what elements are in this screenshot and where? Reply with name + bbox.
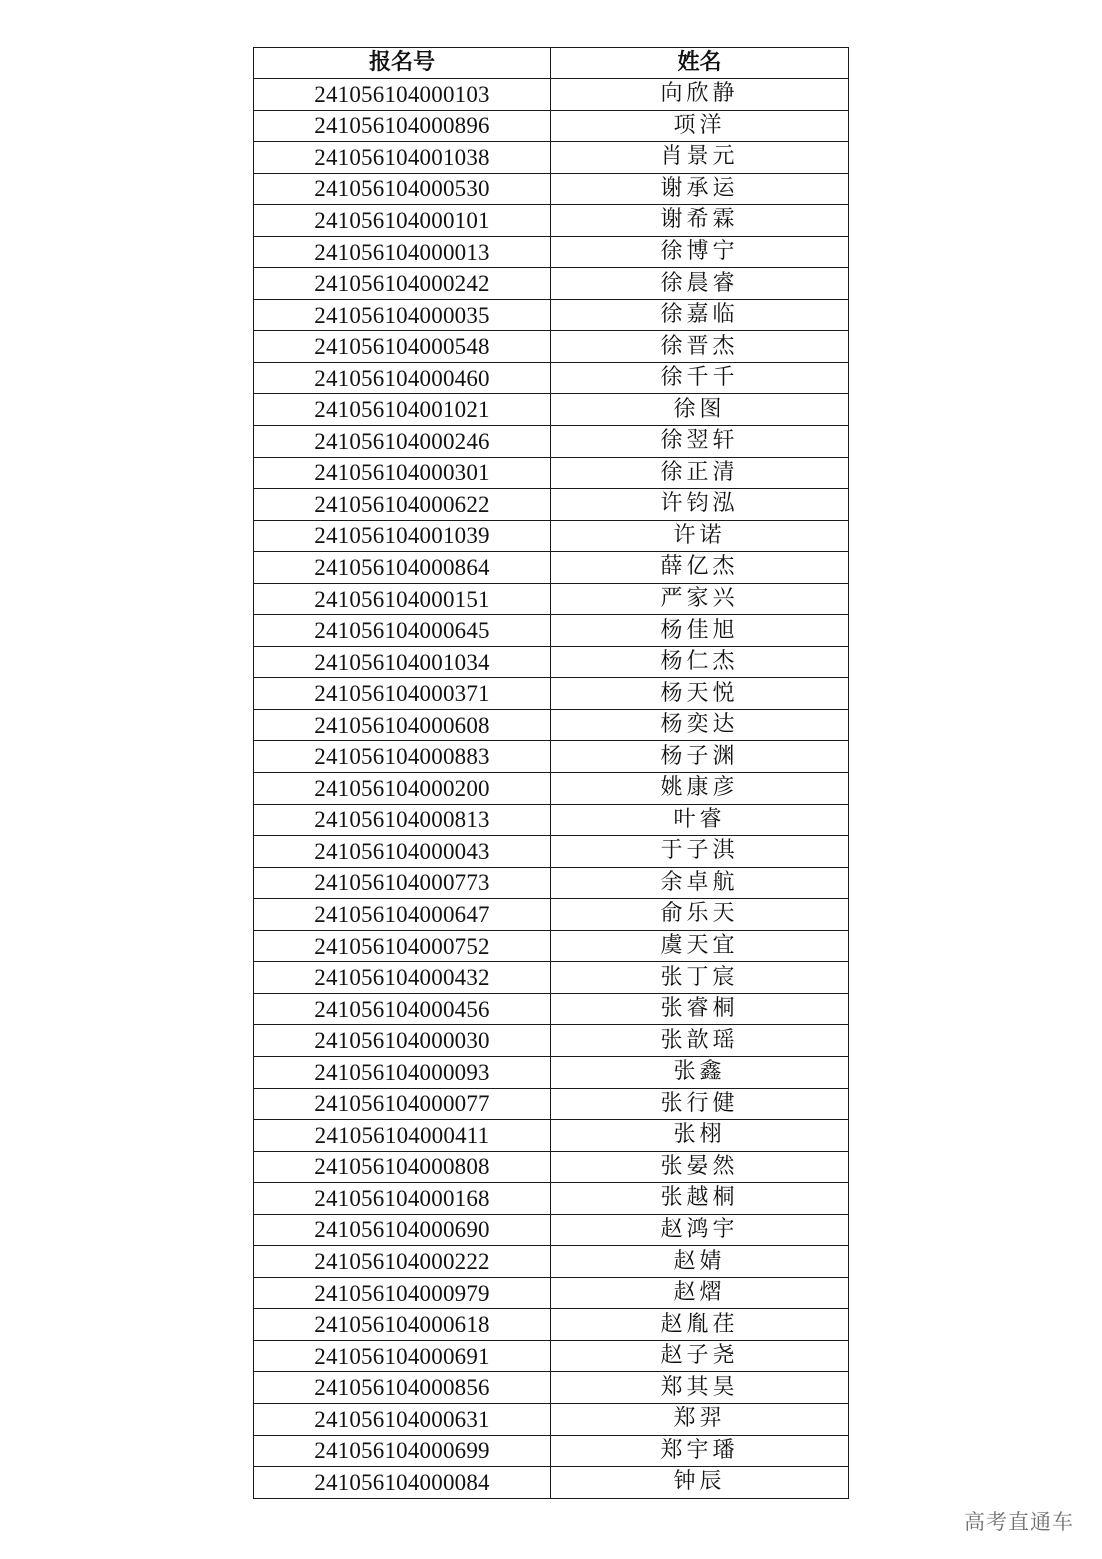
reg-no-cell: 241056104000411: [254, 1120, 551, 1152]
table-row: [254, 930, 849, 962]
table-row: [254, 552, 849, 584]
reg-no-cell: 241056104000030: [254, 1025, 551, 1057]
table-row: [254, 741, 849, 773]
name-cell: 徐晨睿: [551, 268, 849, 300]
reg-no-cell: 241056104000200: [254, 773, 551, 805]
name-cell: 徐千千: [551, 362, 849, 394]
name-cell: 谢希霖: [551, 205, 849, 237]
reg-no-cell: 241056104000103: [254, 79, 551, 111]
name-cell: 徐正清: [551, 457, 849, 489]
table-row: [254, 205, 849, 237]
reg-no-cell: 241056104000645: [254, 615, 551, 647]
reg-no-cell: 241056104000246: [254, 426, 551, 458]
reg-no-cell: 241056104000432: [254, 962, 551, 994]
reg-no-cell: 241056104000896: [254, 110, 551, 142]
table-row: [254, 1025, 849, 1057]
reg-no-cell: 241056104000883: [254, 741, 551, 773]
reg-no-cell: 241056104000864: [254, 552, 551, 584]
name-cell: 杨天悦: [551, 678, 849, 710]
reg-no-cell: 241056104000101: [254, 205, 551, 237]
table-row: [254, 1088, 849, 1120]
name-cell: 于子淇: [551, 836, 849, 868]
name-cell: 杨佳旭: [551, 615, 849, 647]
reg-no-cell: 241056104000093: [254, 1056, 551, 1088]
table-row: [254, 867, 849, 899]
column-header-reg-no: 报名号: [254, 48, 551, 79]
reg-no-cell: 241056104001038: [254, 142, 551, 174]
name-cell: 杨仁杰: [551, 646, 849, 678]
name-cell: 徐博宁: [551, 236, 849, 268]
reg-no-cell: 241056104001034: [254, 646, 551, 678]
table-row: [254, 1183, 849, 1215]
name-cell: 严家兴: [551, 583, 849, 615]
table-row: [254, 899, 849, 931]
name-cell: 叶睿: [551, 804, 849, 836]
name-cell: 薛亿杰: [551, 552, 849, 584]
table-row: [254, 268, 849, 300]
reg-no-cell: 241056104000043: [254, 836, 551, 868]
table-row: [254, 1246, 849, 1278]
column-header-name: 姓名: [551, 48, 849, 79]
table-row: [254, 1309, 849, 1341]
table-row: [254, 836, 849, 868]
name-cell: 徐嘉临: [551, 299, 849, 331]
name-cell: 徐图: [551, 394, 849, 426]
reg-no-cell: 241056104000168: [254, 1183, 551, 1215]
table-row: [254, 1120, 849, 1152]
reg-no-cell: 241056104000035: [254, 299, 551, 331]
name-cell: 向欣静: [551, 79, 849, 111]
reg-no-cell: 241056104000077: [254, 1088, 551, 1120]
name-cell: 张晏然: [551, 1151, 849, 1183]
reg-no-cell: 241056104000151: [254, 583, 551, 615]
name-cell: 谢承运: [551, 173, 849, 205]
name-cell: 赵熠: [551, 1277, 849, 1309]
name-cell: 杨奕达: [551, 709, 849, 741]
table-row: [254, 1435, 849, 1467]
name-cell: 张行健: [551, 1088, 849, 1120]
name-cell: 杨子渊: [551, 741, 849, 773]
table-row: [254, 173, 849, 205]
table-row: [254, 457, 849, 489]
name-cell: 许诺: [551, 520, 849, 552]
table-row: [254, 142, 849, 174]
reg-no-cell: 241056104000530: [254, 173, 551, 205]
table-row: [254, 489, 849, 521]
table-row: [254, 1056, 849, 1088]
table-row: [254, 678, 849, 710]
name-cell: 项洋: [551, 110, 849, 142]
name-cell: 徐晋杰: [551, 331, 849, 363]
name-cell: 张越桐: [551, 1183, 849, 1215]
name-cell: 郑其昊: [551, 1372, 849, 1404]
name-cell: 赵鸿宇: [551, 1214, 849, 1246]
table-row: [254, 79, 849, 111]
table-row: [254, 394, 849, 426]
reg-no-cell: 241056104000691: [254, 1340, 551, 1372]
reg-no-cell: 241056104000808: [254, 1151, 551, 1183]
table-row: [254, 1277, 849, 1309]
table-row: [254, 362, 849, 394]
reg-no-cell: 241056104000301: [254, 457, 551, 489]
table-row: [254, 1340, 849, 1372]
table-row: [254, 299, 849, 331]
admission-list-table: [253, 47, 849, 1499]
reg-no-cell: 241056104000456: [254, 993, 551, 1025]
name-cell: 张睿桐: [551, 993, 849, 1025]
table-row: [254, 520, 849, 552]
table-row: [254, 583, 849, 615]
table-row: [254, 1467, 849, 1499]
reg-no-cell: 241056104000242: [254, 268, 551, 300]
name-cell: 徐翌轩: [551, 426, 849, 458]
reg-no-cell: 241056104000084: [254, 1467, 551, 1499]
reg-no-cell: 241056104000222: [254, 1246, 551, 1278]
name-cell: 俞乐天: [551, 899, 849, 931]
name-cell: 钟辰: [551, 1467, 849, 1499]
reg-no-cell: 241056104000856: [254, 1372, 551, 1404]
name-cell: 赵胤荏: [551, 1309, 849, 1341]
reg-no-cell: 241056104000013: [254, 236, 551, 268]
reg-no-cell: 241056104001039: [254, 520, 551, 552]
reg-no-cell: 241056104000752: [254, 930, 551, 962]
reg-no-cell: 241056104000631: [254, 1403, 551, 1435]
name-cell: 许钧泓: [551, 489, 849, 521]
reg-no-cell: 241056104000813: [254, 804, 551, 836]
table-row: [254, 331, 849, 363]
name-cell: 虞天宜: [551, 930, 849, 962]
table-row: [254, 1403, 849, 1435]
table-header-row: [254, 48, 849, 79]
reg-no-cell: 241056104000618: [254, 1309, 551, 1341]
watermark-logo-text: 高考直通车: [964, 1510, 1074, 1534]
table-row: [254, 962, 849, 994]
reg-no-cell: 241056104000460: [254, 362, 551, 394]
name-cell: 张栩: [551, 1120, 849, 1152]
reg-no-cell: 241056104000699: [254, 1435, 551, 1467]
name-cell: 郑宇璠: [551, 1435, 849, 1467]
reg-no-cell: 241056104000548: [254, 331, 551, 363]
name-cell: 张歆瑶: [551, 1025, 849, 1057]
name-cell: 张丁宸: [551, 962, 849, 994]
name-cell: 郑羿: [551, 1403, 849, 1435]
table-row: [254, 615, 849, 647]
table-row: [254, 1214, 849, 1246]
table-row: [254, 646, 849, 678]
name-cell: 张鑫: [551, 1056, 849, 1088]
table-row: [254, 1372, 849, 1404]
name-cell: 余卓航: [551, 867, 849, 899]
table-row: [254, 773, 849, 805]
table-row: [254, 236, 849, 268]
table-row: [254, 426, 849, 458]
name-cell: 赵子尧: [551, 1340, 849, 1372]
table-row: [254, 1151, 849, 1183]
table-row: [254, 804, 849, 836]
reg-no-cell: 241056104000608: [254, 709, 551, 741]
name-cell: 姚康彦: [551, 773, 849, 805]
reg-no-cell: 241056104000622: [254, 489, 551, 521]
table-body: [254, 79, 849, 1499]
reg-no-cell: 241056104000371: [254, 678, 551, 710]
name-cell: 赵婧: [551, 1246, 849, 1278]
reg-no-cell: 241056104000773: [254, 867, 551, 899]
reg-no-cell: 241056104000979: [254, 1277, 551, 1309]
table-row: [254, 993, 849, 1025]
table-row: [254, 110, 849, 142]
table-row: [254, 709, 849, 741]
reg-no-cell: 241056104000647: [254, 899, 551, 931]
name-cell: 肖景元: [551, 142, 849, 174]
reg-no-cell: 241056104000690: [254, 1214, 551, 1246]
reg-no-cell: 241056104001021: [254, 394, 551, 426]
